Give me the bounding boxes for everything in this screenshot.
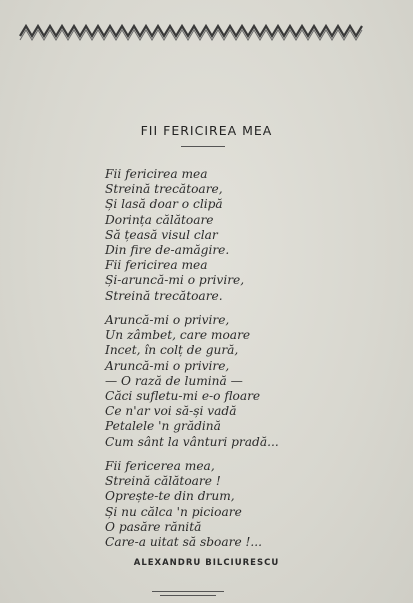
poem-title: FII FERICIREA MEA [140, 123, 273, 138]
verse-line: Din fire de-amăgire. [105, 243, 230, 258]
stanza-1 [105, 167, 244, 304]
footer-rule [152, 591, 224, 592]
verse-line: Fii fericirea mea [105, 167, 208, 181]
verse-line: Fii fericerea mea, [105, 459, 215, 473]
verse-line: Streină trecătoare. [105, 288, 223, 303]
verse-line: Dorința călătoare [105, 212, 214, 227]
verse-line: Aruncă-mi o privire, [105, 313, 230, 327]
verse-line: Un zâmbet, care moare [105, 328, 251, 343]
verse-line: Căci sufletu-mi e-o floare [105, 389, 261, 404]
verse-line: Streină călătoare ! [105, 474, 221, 489]
verse-line: Cum sânt la vânturi pradă... [105, 434, 279, 449]
verse-line: Fii fericirea mea [105, 258, 208, 273]
verse-line: Care-a uitat să sboare !... [105, 535, 263, 550]
verse-line: — O rază de lumină — [105, 373, 243, 388]
verse-line: Petalele 'n grădină [105, 419, 221, 434]
verse-line: Oprește-te din drum, [105, 489, 235, 504]
footer-rule [160, 595, 216, 596]
zigzag-ornament-icon [18, 18, 366, 44]
verse-line: Streină trecătoare, [105, 182, 223, 197]
stanza-2 [105, 313, 279, 450]
verse-line: Și-aruncă-mi o privire, [105, 273, 245, 288]
verse-line: Și nu călca 'n picioare [105, 504, 242, 519]
title-divider [181, 146, 225, 147]
verse-line: O pasăre rănită [105, 519, 202, 534]
verse-line: Și lasă doar o clipă [105, 197, 223, 212]
verse-line: Să țeasă visul clar [105, 227, 218, 242]
verse-line: Ce n'ar voi să-și vadă [105, 404, 237, 419]
verse-line: Aruncă-mi o privire, [105, 358, 230, 373]
verse-line: Incet, în colț de gură, [105, 343, 239, 358]
stanza-3 [105, 459, 262, 550]
author-name: ALEXANDRU BILCIURESCU [133, 558, 280, 568]
